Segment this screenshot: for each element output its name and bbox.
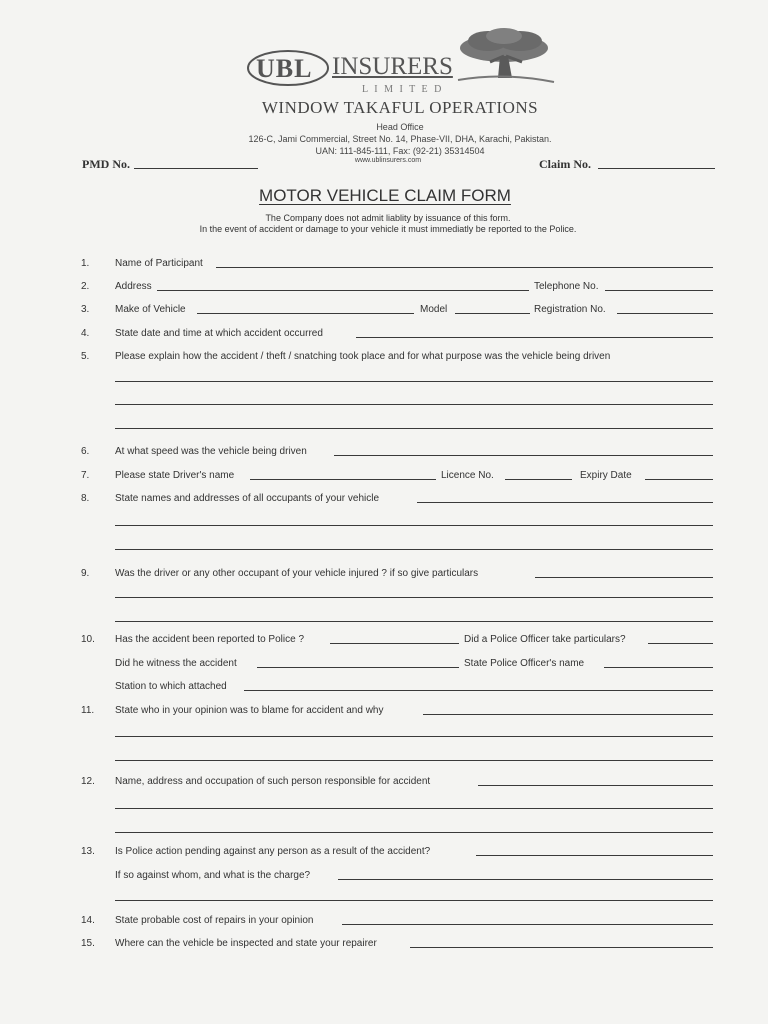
vehicle-make-field[interactable] bbox=[197, 301, 414, 314]
driver-name-field[interactable] bbox=[250, 467, 436, 480]
logo-brand: UBL bbox=[256, 54, 313, 83]
telephone-field[interactable] bbox=[605, 278, 713, 291]
item-number: 6. bbox=[81, 446, 90, 457]
responsible-person-label: Name, address and occupation of such person responsible for accident bbox=[115, 776, 431, 787]
police-action-label: Is Police action pending against any person as a result of the accident? bbox=[115, 846, 431, 857]
expiry-field[interactable] bbox=[645, 467, 713, 480]
charge-line[interactable] bbox=[115, 900, 713, 901]
station-label: Station to which attached bbox=[115, 681, 227, 692]
station-field[interactable] bbox=[244, 678, 713, 691]
vehicle-make-label: Make of Vehicle bbox=[115, 304, 186, 315]
police-particulars-label: Did a Police Officer take particulars? bbox=[464, 634, 626, 645]
item-number: 5. bbox=[81, 351, 90, 362]
logo-name: INSURERS bbox=[332, 53, 453, 80]
form-note-2: In the event of accident or damage to your vehicle it must immediatly be reported to the Police. bbox=[199, 224, 577, 234]
blame-line[interactable] bbox=[115, 760, 713, 761]
company-logo bbox=[246, 44, 566, 100]
responsible-person-field[interactable] bbox=[478, 773, 713, 786]
claim-field[interactable] bbox=[598, 156, 715, 169]
item-number: 7. bbox=[81, 470, 90, 481]
police-particulars-field[interactable] bbox=[648, 631, 713, 644]
participant-name-label: Name of Participant bbox=[115, 258, 203, 269]
accident-explanation-label: Please explain how the accident / theft / snatching took place and for what purpose was the vehicle being driven bbox=[115, 351, 611, 362]
item-number: 8. bbox=[81, 493, 90, 504]
registration-field[interactable] bbox=[617, 301, 713, 314]
head-office-label: Head Office bbox=[376, 122, 424, 132]
injury-label: Was the driver or any other occupant of your vehicle injured ? if so give particulars bbox=[115, 568, 479, 579]
accident-datetime-label: State date and time at which accident occurred bbox=[115, 328, 323, 339]
operations-heading: WINDOW TAKAFUL OPERATIONS bbox=[261, 98, 539, 117]
police-action-field[interactable] bbox=[476, 843, 713, 856]
telephone-label: Telephone No. bbox=[534, 281, 599, 292]
address-label: Address bbox=[115, 281, 152, 292]
witness-field[interactable] bbox=[257, 655, 459, 668]
item-number: 1. bbox=[81, 258, 90, 269]
office-website: www.ublinsurers.com bbox=[354, 157, 422, 164]
item-number: 14. bbox=[81, 915, 95, 926]
occupants-label: State names and addresses of all occupants of your vehicle bbox=[115, 493, 380, 504]
inspection-label: Where can the vehicle be inspected and state your repairer bbox=[115, 938, 377, 949]
occupants-line[interactable] bbox=[115, 549, 713, 550]
occupants-line[interactable] bbox=[115, 525, 713, 526]
licence-label: Licence No. bbox=[441, 470, 494, 481]
model-label: Model bbox=[420, 304, 448, 315]
blame-line[interactable] bbox=[115, 736, 713, 737]
repair-cost-label: State probable cost of repairs in your opinion bbox=[115, 915, 314, 926]
office-address: 126-C, Jami Commercial, Street No. 14, Phase-VII, DHA, Karachi, Pakistan. bbox=[248, 134, 552, 144]
address-field[interactable] bbox=[157, 278, 529, 291]
charge-label: If so against whom, and what is the charge? bbox=[115, 870, 311, 881]
pmd-field[interactable] bbox=[134, 156, 258, 169]
police-reported-label: Has the accident been reported to Police ? bbox=[115, 634, 305, 645]
pmd-label: PMD No. bbox=[82, 157, 130, 171]
tree-icon bbox=[454, 26, 558, 90]
charge-field[interactable] bbox=[338, 867, 713, 880]
licence-field[interactable] bbox=[505, 467, 572, 480]
office-contact: UAN: 111-845-111, Fax: (92-21) 35314504 bbox=[315, 146, 485, 156]
expiry-label: Expiry Date bbox=[580, 470, 632, 481]
explanation-line[interactable] bbox=[115, 428, 713, 429]
speed-field[interactable] bbox=[334, 443, 713, 456]
item-number: 11. bbox=[81, 705, 95, 716]
speed-label: At what speed was the vehicle being driven bbox=[115, 446, 307, 457]
blame-label: State who in your opinion was to blame for accident and why bbox=[115, 705, 384, 716]
item-number: 10. bbox=[81, 634, 95, 645]
injury-field[interactable] bbox=[535, 565, 713, 578]
responsible-person-line[interactable] bbox=[115, 808, 713, 809]
item-number: 3. bbox=[81, 304, 90, 315]
police-reported-field[interactable] bbox=[330, 631, 459, 644]
officer-name-label: State Police Officer's name bbox=[464, 658, 585, 669]
model-field[interactable] bbox=[455, 301, 530, 314]
explanation-line[interactable] bbox=[115, 381, 713, 382]
participant-name-field[interactable] bbox=[216, 255, 713, 268]
form-title: MOTOR VEHICLE CLAIM FORM bbox=[259, 186, 511, 205]
responsible-person-line[interactable] bbox=[115, 832, 713, 833]
officer-name-field[interactable] bbox=[604, 655, 713, 668]
occupants-field[interactable] bbox=[417, 490, 713, 503]
item-number: 15. bbox=[81, 938, 95, 949]
item-number: 2. bbox=[81, 281, 90, 292]
item-number: 13. bbox=[81, 846, 95, 857]
witness-label: Did he witness the accident bbox=[115, 658, 237, 669]
item-number: 9. bbox=[81, 568, 90, 579]
accident-datetime-field[interactable] bbox=[356, 325, 713, 338]
form-note-1: The Company does not admit liablity by issuance of this form. bbox=[265, 213, 511, 223]
injury-line[interactable] bbox=[115, 621, 713, 622]
claim-label: Claim No. bbox=[539, 157, 591, 171]
item-number: 4. bbox=[81, 328, 90, 339]
repair-cost-field[interactable] bbox=[342, 912, 713, 925]
inspection-field[interactable] bbox=[410, 935, 713, 948]
item-number: 12. bbox=[81, 776, 95, 787]
blame-field[interactable] bbox=[423, 702, 713, 715]
registration-label: Registration No. bbox=[534, 304, 606, 315]
driver-name-label: Please state Driver's name bbox=[115, 470, 235, 481]
explanation-line[interactable] bbox=[115, 404, 713, 405]
injury-line[interactable] bbox=[115, 597, 713, 598]
logo-subtitle: L I M I T E D bbox=[362, 84, 444, 95]
